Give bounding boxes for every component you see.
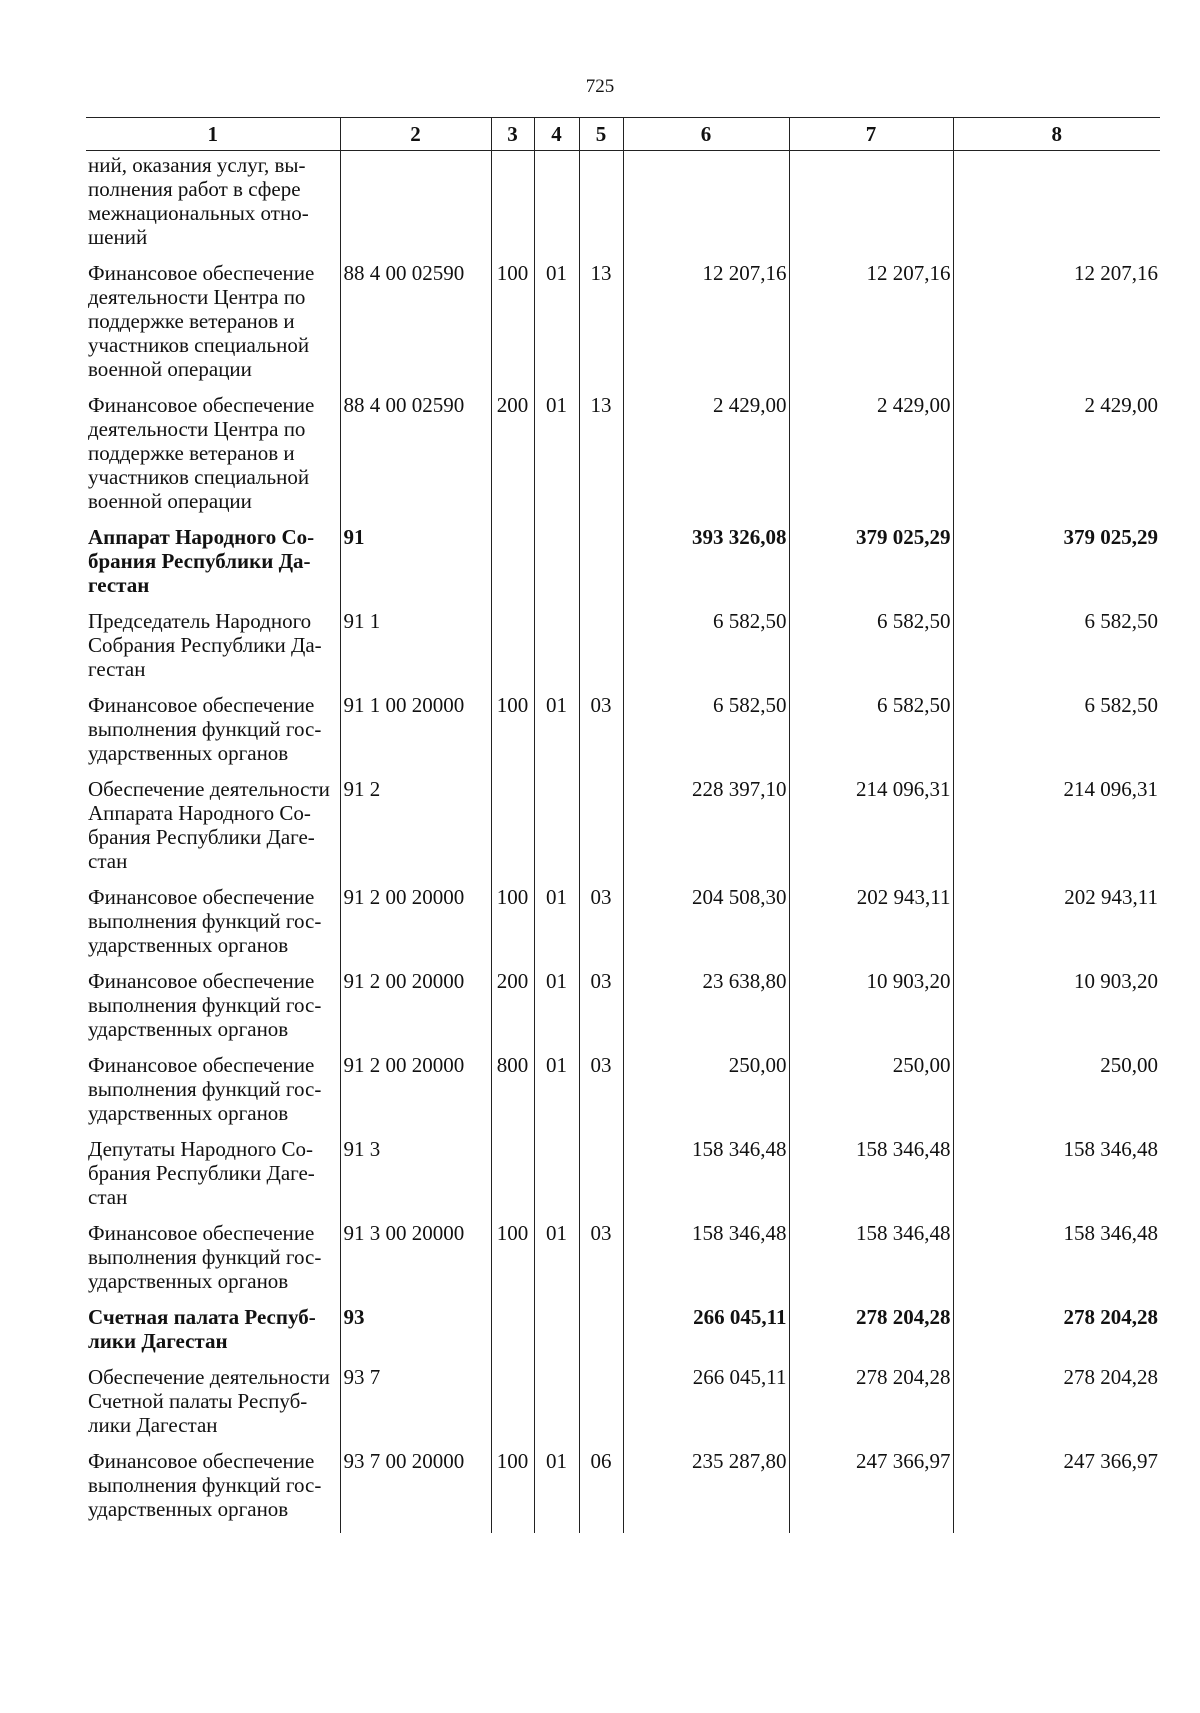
amount-col8-cell: 2 429,00 bbox=[953, 393, 1160, 525]
expense-type-cell bbox=[491, 1137, 534, 1221]
item-name-cell: ний, оказания услуг, вы- полнения работ в сфере межнациональных отно- шений bbox=[88, 153, 309, 249]
amount-col8-cell: 379 025,29 bbox=[953, 525, 1160, 609]
section-cell bbox=[534, 151, 579, 262]
table-row bbox=[86, 777, 1160, 885]
section-cell: 01 bbox=[534, 1449, 579, 1533]
subsection-cell: 03 bbox=[579, 1053, 623, 1137]
code-cell: 88 4 00 02590 bbox=[340, 393, 491, 525]
amount-col7-cell: 158 346,48 bbox=[789, 1221, 953, 1305]
table-row bbox=[86, 151, 1160, 262]
code-cell: 91 2 bbox=[340, 777, 491, 885]
amount-col7-cell: 278 204,28 bbox=[789, 1365, 953, 1449]
header-cell: 5 bbox=[579, 118, 623, 151]
amount-col8-cell: 278 204,28 bbox=[953, 1365, 1160, 1449]
expense-type-cell: 100 bbox=[491, 1221, 534, 1305]
section-cell bbox=[534, 1137, 579, 1221]
header-cell: 4 bbox=[534, 118, 579, 151]
amount-col6-cell: 204 508,30 bbox=[623, 885, 789, 969]
amount-col6-cell: 158 346,48 bbox=[623, 1221, 789, 1305]
code-cell: 91 3 00 20000 bbox=[340, 1221, 491, 1305]
item-name-cell: Финансовое обеспечение выполнения функций гос- ударственных органов bbox=[88, 693, 322, 765]
budget-table bbox=[86, 117, 1160, 1533]
amount-col8-cell: 10 903,20 bbox=[953, 969, 1160, 1053]
header-cell: 6 bbox=[623, 118, 789, 151]
table-row bbox=[86, 1053, 1160, 1137]
table-body bbox=[86, 151, 1160, 1534]
amount-col6-cell: 393 326,08 bbox=[623, 525, 789, 609]
amount-col6-cell: 266 045,11 bbox=[623, 1365, 789, 1449]
amount-col7-cell: 202 943,11 bbox=[789, 885, 953, 969]
item-name-cell: Аппарат Народного Со- брания Республики Да- гестан bbox=[88, 525, 315, 597]
code-cell: 91 1 00 20000 bbox=[340, 693, 491, 777]
table-row bbox=[86, 1449, 1160, 1533]
expense-type-cell bbox=[491, 777, 534, 885]
amount-col8-cell: 247 366,97 bbox=[953, 1449, 1160, 1533]
amount-col8-cell: 202 943,11 bbox=[953, 885, 1160, 969]
table-row bbox=[86, 1221, 1160, 1305]
amount-col7-cell: 379 025,29 bbox=[789, 525, 953, 609]
amount-col6-cell: 23 638,80 bbox=[623, 969, 789, 1053]
subsection-cell bbox=[579, 609, 623, 693]
table-row bbox=[86, 525, 1160, 609]
item-name-cell: Финансовое обеспечение выполнения функций гос- ударственных органов bbox=[88, 1053, 322, 1125]
amount-col7-cell: 278 204,28 bbox=[789, 1305, 953, 1365]
page-number: 725 bbox=[585, 76, 615, 97]
table-row bbox=[86, 969, 1160, 1053]
header-cell: 2 bbox=[340, 118, 491, 151]
expense-type-cell: 800 bbox=[491, 1053, 534, 1137]
section-cell: 01 bbox=[534, 1221, 579, 1305]
code-cell bbox=[340, 151, 491, 262]
table-row bbox=[86, 261, 1160, 393]
amount-col8-cell: 12 207,16 bbox=[953, 261, 1160, 393]
subsection-cell: 03 bbox=[579, 693, 623, 777]
section-cell bbox=[534, 609, 579, 693]
amount-col6-cell: 266 045,11 bbox=[623, 1305, 789, 1365]
amount-col6-cell bbox=[623, 151, 789, 262]
amount-col6-cell: 250,00 bbox=[623, 1053, 789, 1137]
section-cell: 01 bbox=[534, 393, 579, 525]
item-name-cell: Счетная палата Респуб- лики Дагестан bbox=[88, 1305, 316, 1353]
header-cell: 7 bbox=[789, 118, 953, 151]
expense-type-cell: 100 bbox=[491, 261, 534, 393]
section-cell bbox=[534, 777, 579, 885]
amount-col7-cell: 12 207,16 bbox=[789, 261, 953, 393]
item-name-cell: Обеспечение деятельности Счетной палаты Респуб- лики Дагестан bbox=[88, 1365, 330, 1437]
table-row bbox=[86, 1365, 1160, 1449]
section-cell: 01 bbox=[534, 885, 579, 969]
subsection-cell: 03 bbox=[579, 885, 623, 969]
amount-col8-cell: 214 096,31 bbox=[953, 777, 1160, 885]
amount-col8-cell: 158 346,48 bbox=[953, 1221, 1160, 1305]
subsection-cell: 06 bbox=[579, 1449, 623, 1533]
subsection-cell: 03 bbox=[579, 969, 623, 1053]
expense-type-cell: 200 bbox=[491, 393, 534, 525]
item-name-cell: Финансовое обеспечение выполнения функций гос- ударственных органов bbox=[88, 885, 322, 957]
amount-col6-cell: 12 207,16 bbox=[623, 261, 789, 393]
section-cell bbox=[534, 1365, 579, 1449]
table-row bbox=[86, 393, 1160, 525]
expense-type-cell bbox=[491, 525, 534, 609]
header-cell: 8 bbox=[953, 118, 1160, 151]
amount-col7-cell: 6 582,50 bbox=[789, 609, 953, 693]
amount-col7-cell: 6 582,50 bbox=[789, 693, 953, 777]
section-cell: 01 bbox=[534, 1053, 579, 1137]
item-name-cell: Председатель Народного Собрания Республики Да- гестан bbox=[88, 609, 322, 681]
subsection-cell bbox=[579, 777, 623, 885]
section-cell bbox=[534, 1305, 579, 1365]
code-cell: 91 2 00 20000 bbox=[340, 885, 491, 969]
subsection-cell bbox=[579, 1137, 623, 1221]
amount-col7-cell bbox=[789, 151, 953, 262]
item-name-cell: Финансовое обеспечение выполнения функций гос- ударственных органов bbox=[88, 1221, 322, 1293]
expense-type-cell bbox=[491, 1365, 534, 1449]
code-cell: 88 4 00 02590 bbox=[340, 261, 491, 393]
amount-col6-cell: 235 287,80 bbox=[623, 1449, 789, 1533]
item-name-cell: Финансовое обеспечение выполнения функций гос- ударственных органов bbox=[88, 969, 322, 1041]
amount-col7-cell: 158 346,48 bbox=[789, 1137, 953, 1221]
expense-type-cell: 200 bbox=[491, 969, 534, 1053]
subsection-cell: 03 bbox=[579, 1221, 623, 1305]
code-cell: 91 2 00 20000 bbox=[340, 969, 491, 1053]
amount-col8-cell: 6 582,50 bbox=[953, 693, 1160, 777]
section-cell: 01 bbox=[534, 969, 579, 1053]
amount-col6-cell: 6 582,50 bbox=[623, 609, 789, 693]
code-cell: 91 2 00 20000 bbox=[340, 1053, 491, 1137]
header-cell: 3 bbox=[491, 118, 534, 151]
amount-col7-cell: 214 096,31 bbox=[789, 777, 953, 885]
code-cell: 91 3 bbox=[340, 1137, 491, 1221]
item-name-cell: Финансовое обеспечение деятельности Центра по поддержке ветеранов и участников специальной военной операции bbox=[88, 261, 315, 381]
amount-col8-cell: 6 582,50 bbox=[953, 609, 1160, 693]
subsection-cell: 13 bbox=[579, 393, 623, 525]
amount-col6-cell: 228 397,10 bbox=[623, 777, 789, 885]
item-name-cell: Обеспечение деятельности Аппарата Народного Со- брания Республики Даге- стан bbox=[88, 777, 330, 873]
item-name-cell: Финансовое обеспечение выполнения функций гос- ударственных органов bbox=[88, 1449, 322, 1521]
amount-col7-cell: 2 429,00 bbox=[789, 393, 953, 525]
code-cell: 91 bbox=[340, 525, 491, 609]
code-cell: 93 7 bbox=[340, 1365, 491, 1449]
section-cell: 01 bbox=[534, 693, 579, 777]
amount-col6-cell: 6 582,50 bbox=[623, 693, 789, 777]
header-cell: 1 bbox=[86, 118, 340, 151]
code-cell: 91 1 bbox=[340, 609, 491, 693]
subsection-cell bbox=[579, 525, 623, 609]
amount-col6-cell: 158 346,48 bbox=[623, 1137, 789, 1221]
item-name-cell: Финансовое обеспечение деятельности Центра по поддержке ветеранов и участников специальной военной операции bbox=[88, 393, 315, 513]
amount-col8-cell bbox=[953, 151, 1160, 262]
expense-type-cell bbox=[491, 1305, 534, 1365]
section-cell: 01 bbox=[534, 261, 579, 393]
amount-col8-cell: 158 346,48 bbox=[953, 1137, 1160, 1221]
subsection-cell bbox=[579, 1305, 623, 1365]
header-row bbox=[86, 118, 1160, 151]
table-row bbox=[86, 885, 1160, 969]
amount-col7-cell: 247 366,97 bbox=[789, 1449, 953, 1533]
amount-col7-cell: 10 903,20 bbox=[789, 969, 953, 1053]
expense-type-cell: 100 bbox=[491, 693, 534, 777]
table-row bbox=[86, 1137, 1160, 1221]
expense-type-cell bbox=[491, 609, 534, 693]
subsection-cell bbox=[579, 1365, 623, 1449]
table-row bbox=[86, 693, 1160, 777]
amount-col7-cell: 250,00 bbox=[789, 1053, 953, 1137]
expense-type-cell: 100 bbox=[491, 885, 534, 969]
amount-col8-cell: 278 204,28 bbox=[953, 1305, 1160, 1365]
code-cell: 93 7 00 20000 bbox=[340, 1449, 491, 1533]
subsection-cell: 13 bbox=[579, 261, 623, 393]
item-name-cell: Депутаты Народного Со- брания Республики Даге- стан bbox=[88, 1137, 315, 1209]
section-cell bbox=[534, 525, 579, 609]
subsection-cell bbox=[579, 151, 623, 262]
table-row bbox=[86, 1305, 1160, 1365]
expense-type-cell: 100 bbox=[491, 1449, 534, 1533]
amount-col6-cell: 2 429,00 bbox=[623, 393, 789, 525]
table-row bbox=[86, 609, 1160, 693]
expense-type-cell bbox=[491, 151, 534, 262]
amount-col8-cell: 250,00 bbox=[953, 1053, 1160, 1137]
code-cell: 93 bbox=[340, 1305, 491, 1365]
